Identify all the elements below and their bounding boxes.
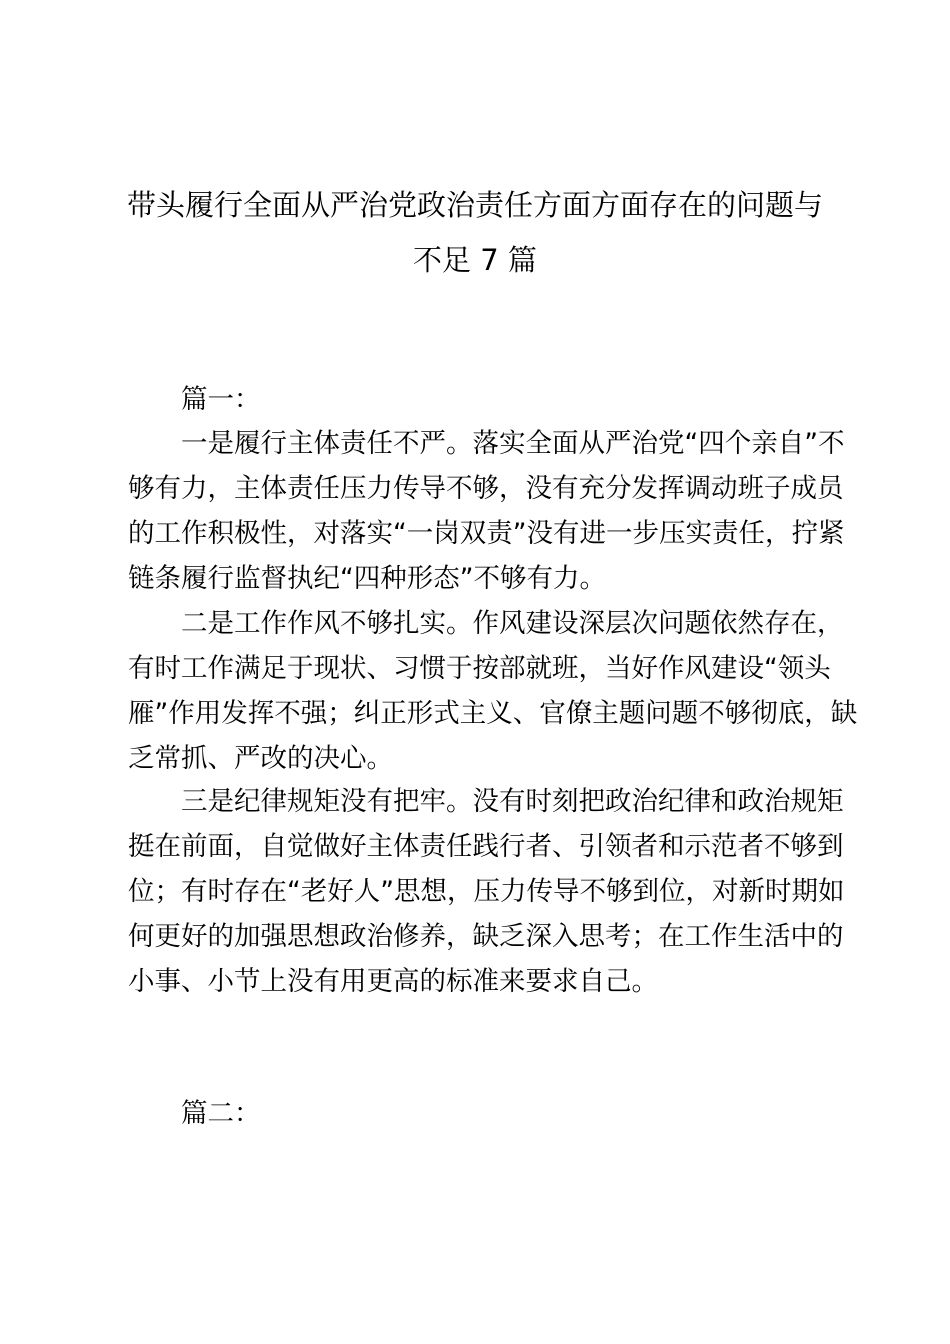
paragraph-1 [128,421,845,601]
paragraph-line: 一是履行主体责任不严。落实全面从严治党“四个亲自”不 [181,428,845,459]
paragraph-line: 挺在前面，自觉做好主体责任践行者、引领者和示范者不够到 [128,831,844,862]
paragraph-line: 乏常抓、严改的决心。 [128,743,393,774]
paragraph-line: 何更好的加强思想政治修养，缺乏深入思考；在工作生活中的 [128,921,844,952]
paragraph-line: 雁”作用发挥不强；纠正形式主义、官僚主题问题不够彻底，缺 [128,698,858,729]
paragraph-line: 有时工作满足于现状、习惯于按部就班，当好作风建设“领头 [128,653,831,684]
paragraph-line: 够有力，主体责任压力传导不够，没有充分发挥调动班子成员 [128,473,844,504]
document-title [120,178,830,288]
paragraph-line: 的工作积极性，对落实“一岗双责”没有进一步压实责任，拧紧 [128,518,845,549]
paragraph-2 [128,601,858,781]
paragraph-line: 二是工作作风不够扎实。作风建设深层次问题依然存在， [181,608,844,639]
paragraph-3 [128,779,845,1004]
paragraph-line: 位；有时存在“老好人”思想，压力传导不够到位，对新时期如 [128,876,845,907]
paragraph-line: 链条履行监督执纪“四种形态”不够有力。 [128,563,606,594]
section-2-heading: 篇二： [181,1098,261,1129]
section-1-heading: 篇一： [181,384,261,415]
title-line-2: 不足 7 篇 [413,243,537,277]
paragraph-line: 三是纪律规矩没有把牢。没有时刻把政治纪律和政治规矩 [181,786,844,817]
title-line-1: 带头履行全面从严治党政治责任方面方面存在的问题与 [126,188,823,222]
paragraph-line: 小事、小节上没有用更高的标准来要求自己。 [128,966,658,997]
